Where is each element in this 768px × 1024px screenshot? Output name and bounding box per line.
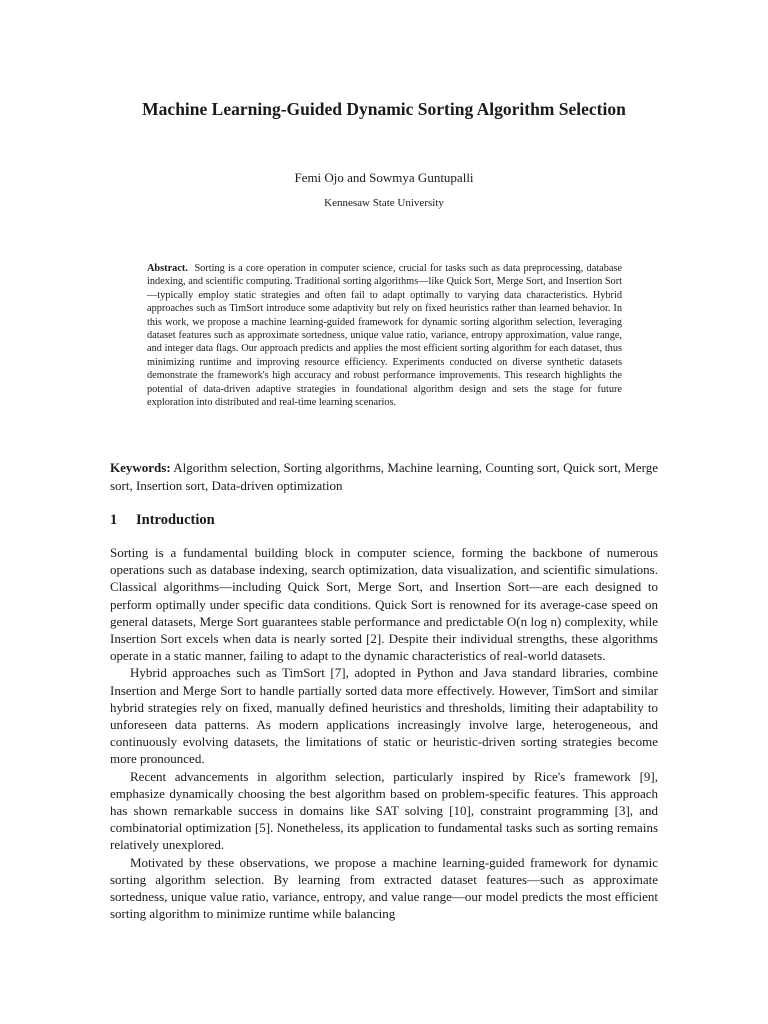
paragraph: Motivated by these observations, we propose a machine learning-guided framework for dynamic sorting algorithm selection. By learning from extracted dataset features—such as approximate sortedness, unique value ratio, variance, entropy, and value range—our model predicts the most efficient sorting algorithm to minimize runtime while balancing xyxy=(110,854,658,922)
paper-title: Machine Learning-Guided Dynamic Sorting Algorithm Selection xyxy=(142,99,626,119)
abstract-text: Sorting is a core operation in computer science, crucial for tasks such as data preprocessing, database indexing, and scientific computing. Traditional sorting algorithms—like Quick Sort, Merge Sort, and Insertion Sort—typically employ static strategies and often fail to adapt optimally to varying data characteristics. Hybrid approaches such as TimSort introduce some adaptivity but rely on fixed heuristics rather than learned behavior. In this work, we propose a machine learning-guided framework for dynamic sorting algorithm selection, leveraging dataset features such as approximate sortedness, unique value ratio, variance, entropy approximation, value range, and integer data flags. Our approach predicts and applies the most efficient sorting algorithm for each dataset, thus minimizing runtime and improving resource efficiency. Experiments conducted on diverse synthetic datasets demonstrate the framework's high accuracy and robust performance improvements. This research highlights the potential of data-driven adaptive strategies in foundational algorithm design and sets the stage for future exploration into distributed and real-time learning scenarios. xyxy=(147,263,622,409)
paragraph: Sorting is a fundamental building block in computer science, forming the backbone of numerous operations such as database indexing, search optimization, data visualization, and scientific simulations. Classical algorithms—including Quick Sort, Merge Sort, and Insertion Sort—are each designed to perform optimally under specific data conditions. Quick Sort is renowned for its average-case speed on general datasets, Merge Sort guarantees stable performance and predictable O(n log n) complexity, while Insertion Sort excels when data is nearly sorted [2]. Despite their individual strengths, these algorithms operate in a static manner, failing to adapt to the dynamic characteristics of real-world datasets. xyxy=(110,545,658,664)
keywords-label: Keywords: xyxy=(110,460,171,475)
paragraph: Hybrid approaches such as TimSort [7], adopted in Python and Java standard libraries, combine Insertion and Merge Sort to handle partially sorted data more effectively. However, TimSort and similar hybrid strategies rely on fixed, manually defined heuristics and thresholds, limiting their adaptability to unforeseen data patterns. As modern applications increasingly involve large, heterogeneous, and continuously evolving datasets, the limitations of static or heuristic-driven sorting strategies become more pronounced. xyxy=(110,665,658,767)
abstract-label: Abstract. xyxy=(147,263,188,274)
body-text xyxy=(110,544,658,922)
section-number: 1 xyxy=(110,512,118,528)
paragraph: Recent advancements in algorithm selection, particularly inspired by Rice's framework [9], emphasize dynamically choosing the best algorithm based on problem-specific features. This approach has shown remarkable success in domains like SAT solving [10], constraint programming [3], and combinatorial optimization [5]. Nonetheless, its application to fundamental tasks such as sorting remains relatively unexplored. xyxy=(110,768,658,853)
keywords-block xyxy=(110,459,658,495)
section-title: Introduction xyxy=(136,512,215,528)
abstract-block xyxy=(147,262,622,409)
keywords-text: Algorithm selection, Sorting algorithms, Machine learning, Counting sort, Quick sort, Merge sort, Insertion sort, Data-driven optimization xyxy=(110,460,658,493)
paper-affiliation: Kennesaw State University xyxy=(324,197,444,209)
section-heading xyxy=(110,512,215,529)
paper-authors: Femi Ojo and Sowmya Guntupalli xyxy=(294,170,474,185)
